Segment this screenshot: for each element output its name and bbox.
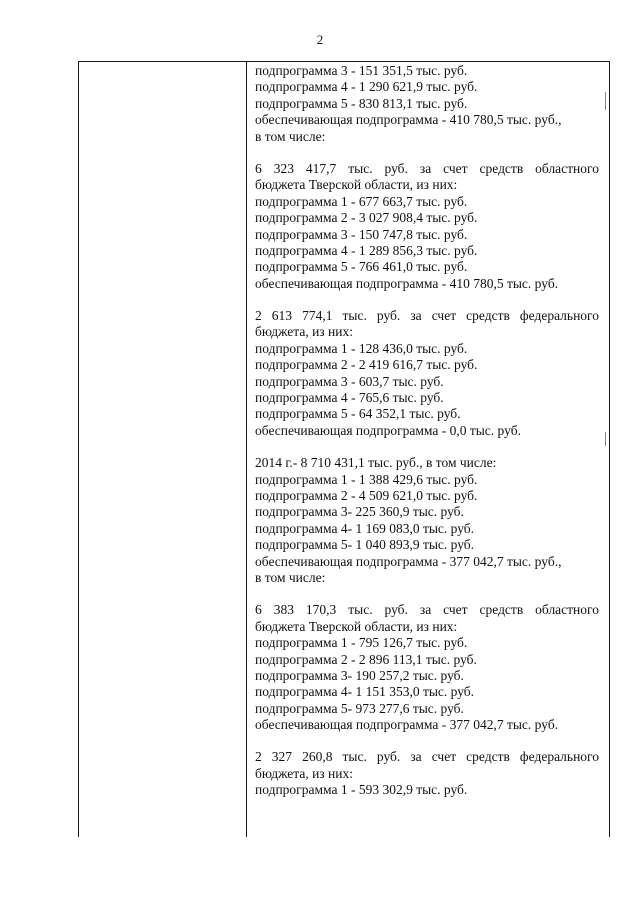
text-line: подпрограмма 1 - 795 126,7 тыс. руб. [255, 635, 468, 651]
text-line: 2014 г.- 8 710 431,1 тыс. руб., в том числе: [255, 455, 497, 471]
text-line: подпрограмма 5 - 830 813,1 тыс. руб. [255, 95, 468, 111]
text-line: подпрограмма 3 - 603,7 тыс. руб. [255, 373, 444, 389]
text-line: подпрограмма 5 - 766 461,0 тыс. руб. [255, 259, 468, 275]
text-line: подпрограмма 4 - 1 289 856,3 тыс. руб. [255, 242, 478, 258]
funding-paragraph [255, 63, 599, 145]
text-line: в том числе: [255, 569, 326, 585]
text-line: подпрограмма 2 - 3 027 908,4 тыс. руб. [255, 210, 478, 226]
paragraph-gap [255, 733, 599, 749]
text-line: подпрограмма 3- 190 257,2 тыс. руб. [255, 667, 464, 683]
text-line: подпрограмма 2 - 2 896 113,1 тыс. руб. [255, 651, 477, 667]
text-line: подпрограмма 5- 973 277,6 тыс. руб. [255, 700, 464, 716]
funding-paragraph [255, 602, 599, 733]
text-line: подпрограмма 5 - 64 352,1 тыс. руб. [255, 406, 461, 422]
text-line: подпрограмма 4- 1 151 353,0 тыс. руб. [255, 684, 475, 700]
text-line: подпрограмма 2 - 4 509 621,0 тыс. руб. [255, 487, 478, 503]
text-line: подпрограмма 4 - 765,6 тыс. руб. [255, 390, 444, 406]
paragraph-gap [255, 292, 599, 308]
text-line: обеспечивающая подпрограмма - 377 042,7 тыс. руб. [255, 717, 559, 733]
text-line: бюджета Тверской области, из них: [255, 177, 458, 193]
text-line: бюджета Тверской области, из них: [255, 618, 458, 634]
paragraph-gap [255, 439, 599, 455]
text-line: подпрограмма 1 - 677 663,7 тыс. руб. [255, 193, 468, 209]
text-line: бюджета, из них: [255, 324, 353, 340]
text-line: 2 613 774,1 тыс. руб. за счет средств федерального [255, 308, 599, 324]
scan-mark [605, 432, 606, 446]
budget-table [78, 61, 610, 837]
text-line: обеспечивающая подпрограмма - 0,0 тыс. руб. [255, 422, 521, 438]
text-line: 6 323 417,7 тыс. руб. за счет средств областного [255, 160, 599, 176]
funding-paragraph [255, 308, 599, 439]
text-line: обеспечивающая подпрограмма - 410 780,5 тыс. руб., [255, 112, 562, 128]
paragraph-gap [255, 145, 599, 161]
text-line: подпрограмма 2 - 2 419 616,7 тыс. руб. [255, 357, 478, 373]
text-line: 6 383 170,3 тыс. руб. за счет средств областного [255, 602, 599, 618]
text-line: обеспечивающая подпрограмма - 410 780,5 тыс. руб. [255, 275, 559, 291]
text-line: обеспечивающая подпрограмма - 377 042,7 тыс. руб., [255, 553, 562, 569]
funding-paragraph [255, 749, 599, 798]
text-line: в том числе: [255, 128, 326, 144]
paragraph-gap [255, 586, 599, 602]
text-line: подпрограмма 5- 1 040 893,9 тыс. руб. [255, 537, 475, 553]
text-line: бюджета, из них: [255, 765, 353, 781]
text-line: подпрограмма 3 - 151 351,5 тыс. руб. [255, 63, 468, 78]
text-line: подпрограмма 3 - 150 747,8 тыс. руб. [255, 226, 468, 242]
page-number: 2 [316, 32, 324, 47]
funding-paragraph [255, 455, 599, 586]
scan-mark [605, 92, 606, 110]
text-line: подпрограмма 1 - 128 436,0 тыс. руб. [255, 340, 468, 356]
text-line: 2 327 260,8 тыс. руб. за счет средств федерального [255, 749, 599, 765]
table-left-column [79, 62, 247, 837]
text-line: подпрограмма 1 - 1 388 429,6 тыс. руб. [255, 471, 478, 487]
text-line: подпрограмма 1 - 593 302,9 тыс. руб. [255, 782, 468, 798]
text-line: подпрограмма 3- 225 360,9 тыс. руб. [255, 504, 464, 520]
text-line: подпрограмма 4 - 1 290 621,9 тыс. руб. [255, 79, 478, 95]
table-right-column [247, 63, 609, 799]
text-line: подпрограмма 4- 1 169 083,0 тыс. руб. [255, 520, 475, 536]
funding-paragraph [255, 161, 599, 292]
